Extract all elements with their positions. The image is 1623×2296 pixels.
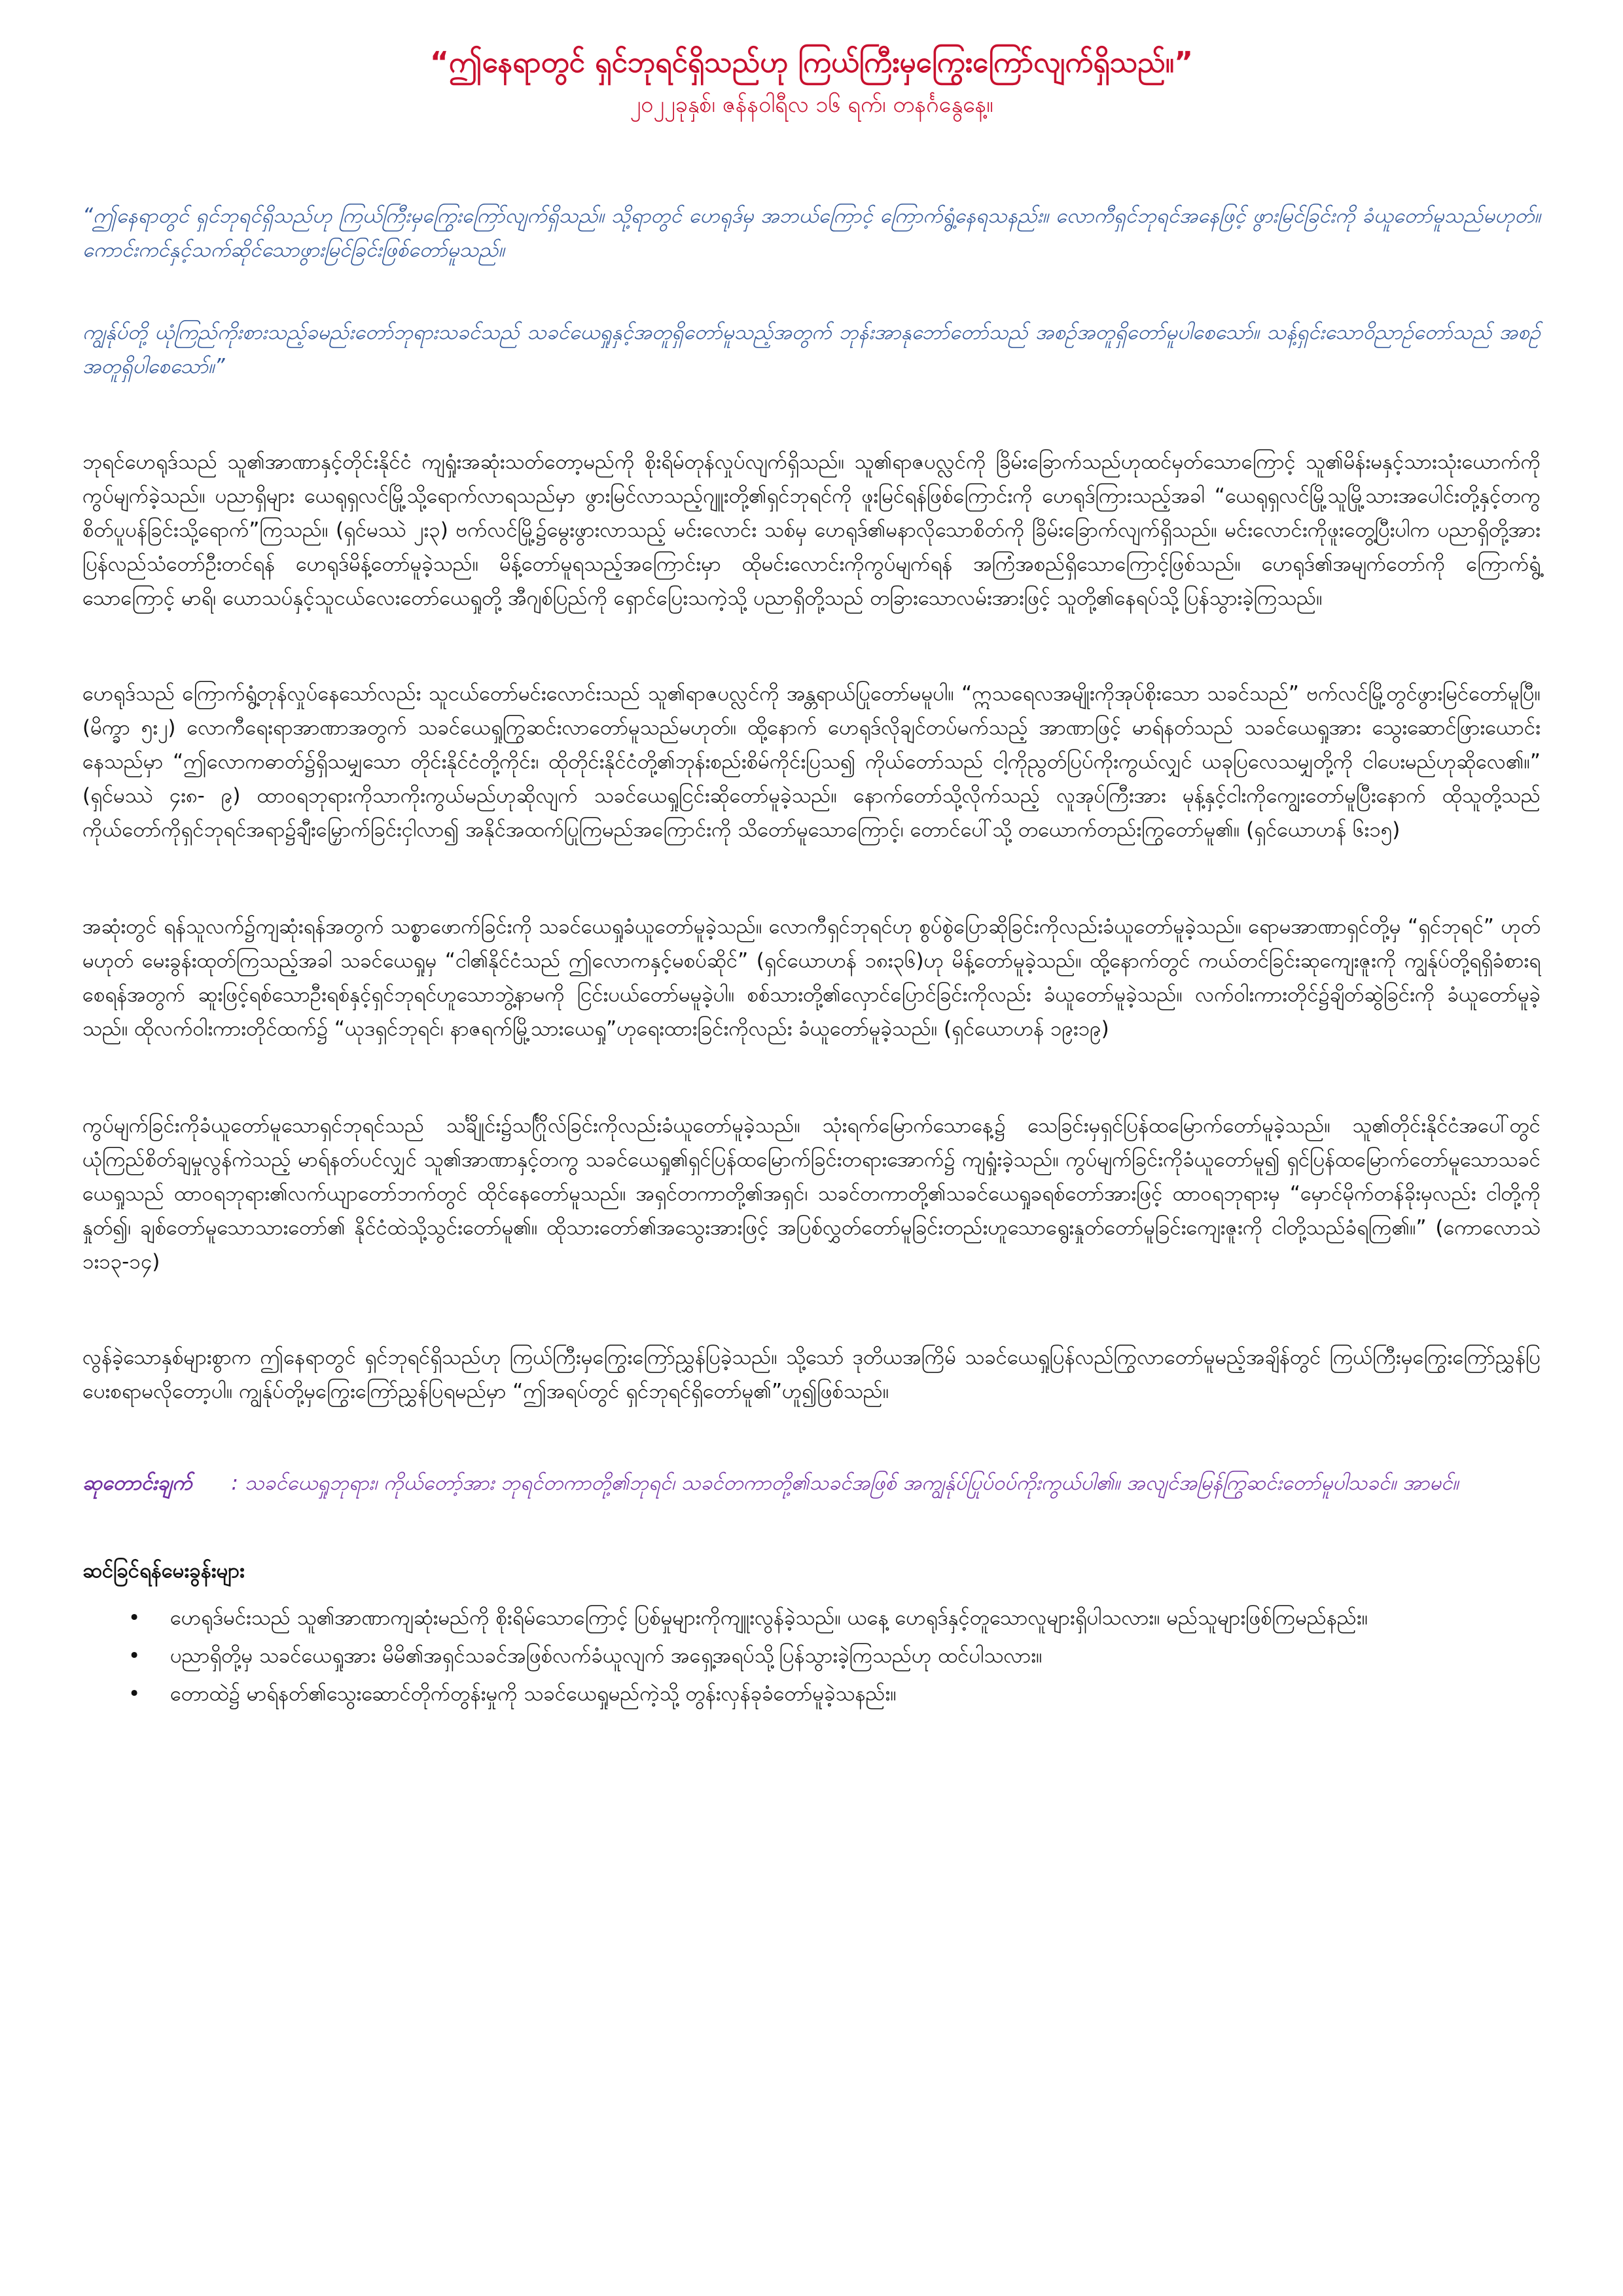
bullet-icon: •: [128, 1606, 141, 1630]
document-date: ၂၀၂၂ခုနှစ်၊ ဇန်နဝါရီလ ၁၆ ရက်၊ တနင်္ဂနွေနေ့။: [630, 92, 993, 118]
prayer-paragraph: [82, 1466, 1541, 1500]
opening-quote-paragraph: ကျွန်ုပ်တို့ ယုံကြည်ကိုးစားသည့်ခမည်းတော်ဘုရားသခင်သည် သခင်ယေရှုနှင့်အတူရှိတော်မူသည့်အတွက် ဘုန်းအာနုဘော်တော်သည် အစဉ်အတူရှိတော်မူပါစေသော်။ သန့်ရှင်းသောဝိညာဉ်တော်သည် အစဉ်အတူရှိပါစေသော်။”: [82, 321, 1541, 378]
questions-list: [82, 1601, 1541, 1711]
prayer-label: ဆုတောင်းချက်: [82, 1471, 192, 1495]
body-paragraph: လွန်ခဲ့သောနှစ်များစွာက ဤနေရာတွင် ရှင်ဘုရင်ရှိသည်ဟု ကြယ်ကြီးမှကြွေးကြော်ညွှန်ပြခဲ့သည်။ သို့သော် ဒုတိယအကြိမ် သခင်ယေရှုပြန်လည်ကြွလာတော်မူမည့်အချိန်တွင် ကြယ်ကြီးမှကြွေးကြော်ညွှန်ပြပေးစရာမလိုတော့ပါ။ ကျွန်ုပ်တို့မှကြွေးကြော်ညွှန်ပြရမည်မှာ “ဤအရပ်တွင် ရှင်ဘုရင်ရှိတော်မူ၏”ဟူ၍ဖြစ်သည်။: [82, 1346, 1541, 1403]
bullet-icon: •: [128, 1644, 141, 1668]
question-text: ပညာရှိတို့မှ သခင်ယေရှုအား မိမိ၏အရှင်သခင်အဖြစ်လက်ခံယူလျက် အရှေ့အရပ်သို့ပြန်သွားခဲ့ကြသည်ဟု ထင်ပါသလား။: [170, 1644, 1043, 1668]
prayer-text: : သခင်ယေရှုဘုရား၊ ကိုယ်တော့်အား ဘုရင်တကာတို့၏ဘုရင်၊ သခင်တကာတို့၏သခင်အဖြစ် အကျွန်ုပ်ပြုပ်ဝပ်ကိုးကွယ်ပါ၏။ အလျင်အမြန်ကြွဆင်းတော်မူပါသခင်။ အာမင်။: [231, 1471, 1459, 1495]
opening-quote-paragraph: “ဤနေရာတွင် ရှင်ဘုရင်ရှိသည်ဟု ကြယ်ကြီးမှကြွေးကြော်လျက်ရှိသည်။ သို့ရာတွင် ဟေရုဒ်မှ အဘယ်ကြောင့် ကြောက်ရွံ့နေရသနည်း။ လောကီရှင်ဘုရင်အနေဖြင့် ဖွားမြင်ခြင်းကို ခံယူတော်မူသည်မဟုတ်။ ကောင်းကင်နှင့်သက်ဆိုင်သောဖွားမြင်ခြင်းဖြစ်တော်မူသည်။: [82, 204, 1541, 262]
body-paragraph: ဟေရုဒ်သည် ကြောက်ရွံ့တုန်လှုပ်နေသော်လည်း သူငယ်တော်မင်းလောင်းသည် သူ၏ရာဇပလ္လင်ကို အန္တရာယ်ပြုတော်မမူပါ။ “ဣသရေလအမျိုးကိုအုပ်စိုးသော သခင်သည်” ဗက်လင်မြို့တွင်ဖွားမြင်တော်မူပြီ။ (မိက္ခာ ၅း၂) လောကီရေးရာအာဏာအတွက် သခင်ယေရှုကြွဆင်းလာတော်မူသည်မဟုတ်။ ထို့နောက် ဟေရုဒ်လိုချင်တပ်မက်သည့် အာဏာဖြင့် မာရ်နတ်သည် သခင်ယေရှုအား သွေးဆောင်ဖြားယောင်းနေသည်မှာ “ဤလောကဓာတ်၌ရှိသမျှသော တိုင်းနိုင်ငံတို့ကိုင်း၊ ထိုတိုင်းနိုင်ငံတို့၏ဘုန်းစည်းစိမ်ကိုင်းပြသ၍ ကိုယ်တော်သည် ငါ့ကိုညွတ်ပြပ်ကိုးကွယ်လျှင် ယခုပြလေသမျှတို့ကို ငါပေးမည်ဟုဆိုလေ၏။” (ရှင်မဿဲ ၄း၈- ၉) ထာဝရဘုရားကိုသာကိုးကွယ်မည်ဟုဆိုလျက် သခင်ယေရှုငြင်းဆိုတော်မူခဲ့သည်။ နောက်တော်သို့လိုက်သည့် လူအုပ်ကြီးအား မုန့်နှင့်ငါးကိုကျွေးတော်မူပြီးနောက် ထိုသူတို့သည် ကိုယ်တော်ကိုရှင်ဘုရင်အရာ၌ချီးမြှောက်ခြင်းငှါလာ၍ အနိုင်အထက်ပြုကြမည်အကြောင်းကို သိတော်မူသောကြောင့်၊ တောင်ပေါ်သို့ တယောက်တည်းကြွတော်မူ၏။ (ရှင်ယောဟန် ၆း၁၅): [82, 682, 1541, 842]
body-paragraph: အဆုံးတွင် ရန်သူလက်၌ကျဆုံးရန်အတွက် သစ္စာဖောက်ခြင်းကို သခင်ယေရှုခံယူတော်မူခဲ့သည်။ လောကီရှင်ဘုရင်ဟု စွပ်စွဲပြောဆိုခြင်းကိုလည်းခံယူတော်မူခဲ့သည်။ ရောမအာဏာရှင်တို့မှ “ရှင်ဘုရင်” ဟုတ်မဟုတ် မေးခွန်းထုတ်ကြသည့်အခါ သခင်ယေရှုမှ “ငါ၏နိုင်ငံသည် ဤလောကနှင့်မစပ်ဆိုင်” (ရှင်ယောဟန် ၁၈း၃၆)ဟု မိန့်တော်မူခဲ့သည်။ ထို့နောက်တွင် ကယ်တင်ခြင်းဆုကျေးဇူးကို ကျွန်ုပ်တို့ရရှိခံစားရစေရန်အတွက် ဆူးဖြင့်ရစ်သောဦးရစ်နှင့်ရှင်ဘုရင်ဟူသောဘွဲ့နာမကို ငြင်းပယ်တော်မမူခဲ့ပါ။ စစ်သားတို့၏လှောင်ပြောင်ခြင်းကိုလည်း ခံယူတော်မူခဲ့သည်။ လက်ဝါးကားတိုင်၌ချိတ်ဆွဲခြင်းကို ခံယူတော်မူခဲ့သည်။ ထိုလက်ဝါးကားတိုင်ထက်၌ “ယုဒရှင်ဘုရင်၊ နာဇရက်မြို့သားယေရှု”ဟုရေးထားခြင်းကိုလည်း ခံယူတော်မူခဲ့သည်။ (ရှင်ယောဟန် ၁၉း၁၉): [82, 915, 1541, 1041]
list-item: [82, 1677, 1541, 1711]
reflection-questions: [82, 1554, 1541, 1711]
list-item: [82, 1639, 1541, 1673]
bullet-icon: •: [128, 1682, 141, 1706]
body-paragraph: ကွပ်မျက်ခြင်းကိုခံယူတော်မူသောရှင်ဘုရင်သည် သင်္ချိုင်း၌သင်္ဂြိုလ်ခြင်းကိုလည်းခံယူတော်မူခဲ့သည်။ သုံးရက်မြောက်သောနေ့၌ သေခြင်းမှရှင်ပြန်ထမြောက်တော်မူခဲ့သည်။ သူ၏တိုင်းနိုင်ငံအပေါ်တွင် ယုံကြည်စိတ်ချမှုလွန်ကဲသည့် မာရ်နတ်ပင်လျှင် သူ၏အာဏာနှင့်တကွ သခင်ယေရှု၏ရှင်ပြန်ထမြောက်ခြင်းတရားအောက်၌ ကျရှုံးခဲ့သည်။ ကွပ်မျက်ခြင်းကိုခံယူတော်မူ၍ ရှင်ပြန်ထမြောက်တော်မူသောသခင်ယေရှုသည် ထာဝရဘုရား၏လက်ယျာတော်ဘက်တွင် ထိုင်နေတော်မူသည်။ အရှင်တကာတို့၏အရှင်၊ သခင်တကာတို့၏သခင်ယေရှုခရစ်တော်အားဖြင့် ထာဝရဘုရားမှ “မှောင်မိုက်တန်ခိုးမှလည်း ငါတို့ကိုနှုတ်၍၊ ချစ်တော်မူသောသားတော်၏ နိုင်ငံထဲသို့သွင်းတော်မူ၏။ ထိုသားတော်၏အသွေးအားဖြင့် အပြစ်လွှတ်တော်မူခြင်းတည်းဟူသောရွေးနှုတ်တော်မူခြင်းကျေးဇူးကို ငါတို့သည်ခံရကြ၏။” (ကောလောသဲ ၁း၁၃-၁၄): [82, 1114, 1541, 1274]
document-title: “ဤနေရာတွင် ရှင်ဘုရင်ရှိသည်ဟု ကြယ်ကြီးမှကြွေးကြော်လျက်ရှိသည်။”: [429, 46, 1194, 79]
list-item: [82, 1601, 1541, 1635]
body-paragraph: ဘုရင်ဟေရုဒ်သည် သူ၏အာဏာနှင့်တိုင်းနိုင်ငံ ကျရှုံးအဆုံးသတ်တော့မည်ကို စိုးရိမ်တုန်လှုပ်လျက်ရှိသည်။ သူ၏ရာဇပလ္လင်ကို ခြိမ်းခြောက်သည်ဟုထင်မှတ်သောကြောင့် သူ၏မိန်းမနှင့်သားသုံးယောက်ကို ကွပ်မျက်ခဲ့သည်။ ပညာရှိများ ယေရုရှလင်မြို့သို့ရောက်လာရသည်မှာ ဖွားမြင်လာသည့်ဂျူးတို့၏ရှင်ဘုရင်ကို ဖူးမြင်ရန်ဖြစ်ကြောင်းကို ဟေရုဒ်ကြားသည့်အခါ “ယေရုရှလင်မြို့သူမြို့သားအပေါင်းတို့နှင့်တကွ စိတ်ပူပန်ခြင်းသို့ရောက်”ကြသည်။ (ရှင်မဿဲ ၂း၃) ဗက်လင်မြို့၌မွေးဖွားလာသည့် မင်းလောင်း သစ်မှ ဟေရုဒ်၏မနာလိုသောစိတ်ကို ခြိမ်းခြောက်လျက်ရှိသည်။ မင်းလောင်းကိုဖူးတွေ့ပြီးပါက ပညာရှိတို့အား ပြန်လည်သံတော်ဦးတင်ရန် ဟေရုဒ်မိန့်တော်မူခဲ့သည်။ မိန့်တော်မူရသည့်အကြောင်းမှာ ထိုမင်းလောင်းကိုကွပ်မျက်ရန် အကြံအစည်ရှိသောကြောင့်ဖြစ်သည်။ ဟေရုဒ်၏အမျက်တော်ကို ကြောက်ရွံ့သောကြောင့် မာရိ၊ ယောသပ်နှင့်သူငယ်လေးတော်ယေရှုတို့ အီဂျစ်ပြည်ကို ရှောင်ပြေးသကဲ့သို့ ပညာရှိတို့သည် တခြားသောလမ်းအားဖြင့် သူတို့၏နေရပ်သို့ပြန်သွားခဲ့ကြသည်။: [82, 450, 1541, 610]
document-body: [82, 43, 1541, 1715]
questions-heading: ဆင်ခြင်ရန်မေးခွန်းများ: [82, 1559, 245, 1583]
question-text: တောထဲ၌ မာရ်နတ်၏သွေးဆောင်တိုက်တွန်းမှုကို သခင်ယေရှုမည်ကဲ့သို့ တွန်းလှန်ခုခံတော်မူခဲ့သနည်း။: [170, 1682, 897, 1706]
question-text: ဟေရုဒ်မင်းသည် သူ၏အာဏာကျဆုံးမည်ကို စိုးရိမ်သောကြောင့် ပြစ်မှုများကိုကျူးလွန်ခဲ့သည်။ ယနေ့ ဟေရုဒ်နှင့်တူသောလူများရှိပါသလား။ မည်သူများဖြစ်ကြမည်နည်း။: [170, 1606, 1368, 1630]
